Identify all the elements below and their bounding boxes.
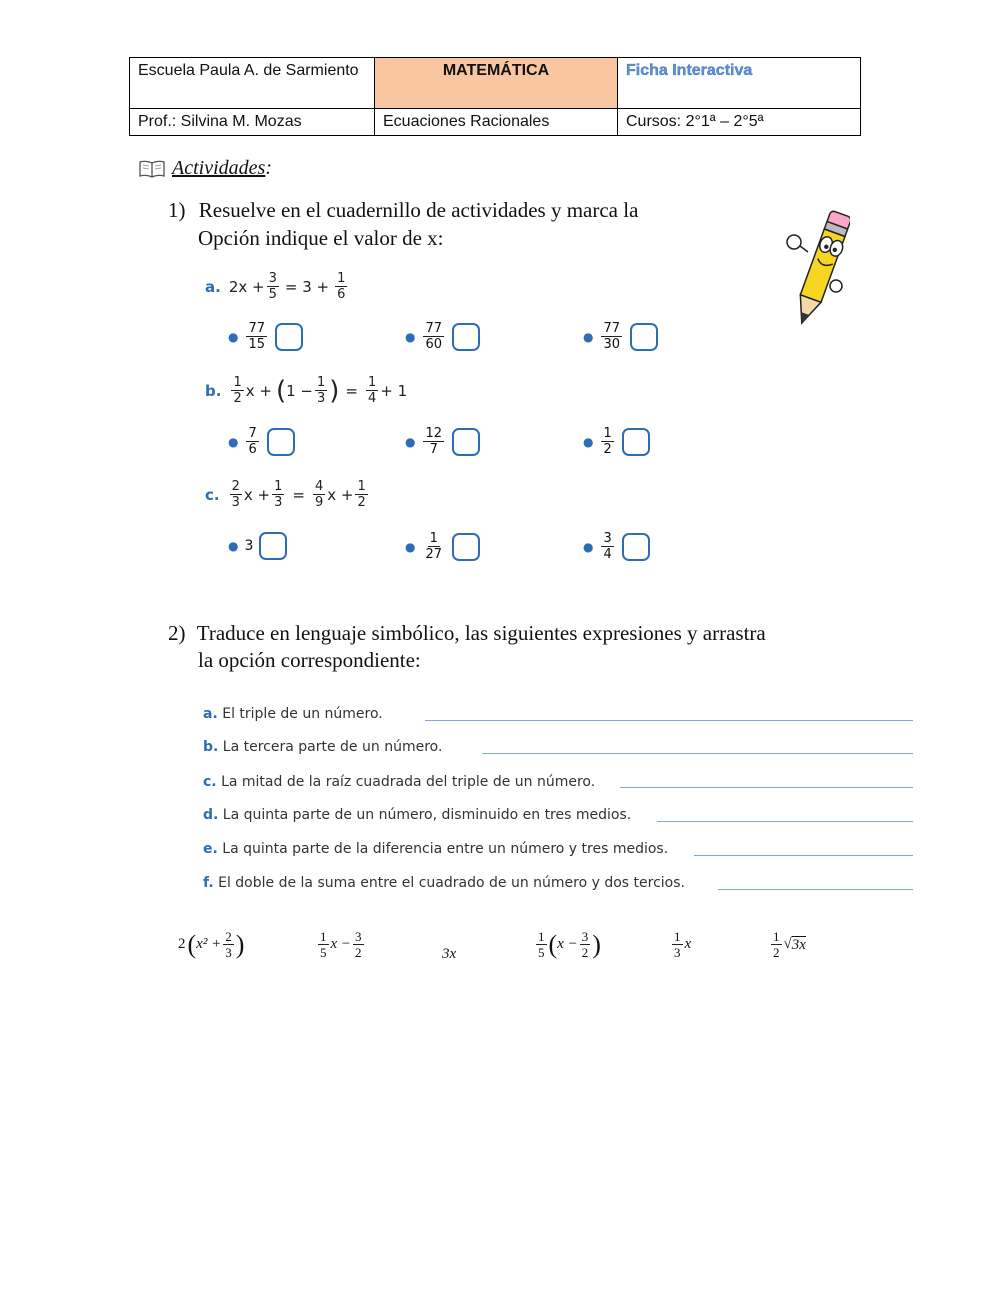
answer-checkbox[interactable] xyxy=(452,533,480,561)
sqrt-icon: √ xyxy=(783,936,792,952)
option-value: 3 xyxy=(244,538,254,554)
drop-zone-f[interactable] xyxy=(718,889,913,890)
item-text: La quinta parte de la diferencia entre un número y tres medios. xyxy=(222,841,669,857)
answer-checkbox[interactable] xyxy=(622,428,650,456)
q1-a-option-3 xyxy=(583,322,658,351)
item-label: b. xyxy=(203,739,219,755)
answer-checkbox[interactable] xyxy=(452,323,480,351)
q1-c-option-3 xyxy=(583,532,650,561)
eq-term: x + xyxy=(243,485,271,504)
q1-a-option-2 xyxy=(405,322,480,351)
q2-line2: la opción correspondiente: xyxy=(198,648,421,672)
bullet-icon: ● xyxy=(405,539,416,554)
activities-colon: : xyxy=(265,157,272,179)
denominator: 3 xyxy=(674,945,681,960)
q1-c-option-2 xyxy=(405,532,480,561)
numerator: 12 xyxy=(425,426,443,441)
denominator: 60 xyxy=(425,337,443,352)
ficha-title: Ficha Interactiva xyxy=(626,62,753,79)
q1-a-option-1 xyxy=(228,322,303,351)
denominator: 5 xyxy=(268,287,277,302)
denominator: 3 xyxy=(316,391,326,406)
numerator: 1 xyxy=(603,426,612,441)
teacher-name: Prof.: Silvina M. Mozas xyxy=(130,109,375,136)
eq-fraction xyxy=(335,272,347,301)
denominator: 2 xyxy=(233,391,242,406)
eq-paren: ( xyxy=(275,375,287,406)
denominator: 7 xyxy=(429,442,438,457)
topic-name: Ecuaciones Racionales xyxy=(375,109,618,136)
item-label: c. xyxy=(203,774,217,790)
numerator: 1 xyxy=(773,929,780,944)
eq-term: x + xyxy=(245,381,272,400)
eq-fraction xyxy=(230,480,242,509)
drop-zone-e[interactable] xyxy=(694,855,913,856)
numerator: 2 xyxy=(231,479,240,494)
denominator: 5 xyxy=(320,945,327,960)
q2-item-e xyxy=(203,841,668,857)
item-text: La mitad de la raíz cuadrada del triple de un número. xyxy=(221,774,596,790)
numerator: 2 xyxy=(225,929,232,944)
eq-paren: ) xyxy=(329,375,340,406)
eq-fraction xyxy=(355,480,367,509)
chip-fifth-difference[interactable] xyxy=(534,930,601,959)
bullet-icon: ● xyxy=(583,434,594,449)
denominator: 4 xyxy=(368,391,377,406)
answer-checkbox[interactable] xyxy=(275,323,303,351)
bullet-icon: ● xyxy=(228,434,239,449)
eq-term: x + xyxy=(327,485,354,504)
q1-prompt xyxy=(168,196,638,252)
eq-term: = xyxy=(292,485,305,504)
q2-prompt xyxy=(168,620,766,674)
chip-term: x² + xyxy=(196,936,222,952)
numerator: 1 xyxy=(357,479,366,494)
denominator: 3 xyxy=(225,945,232,960)
eq-term: = 3 + xyxy=(284,277,330,296)
school-name: Escuela Paula A. de Sarmiento xyxy=(130,58,375,109)
chip-triple[interactable] xyxy=(442,946,456,963)
item-label: b. xyxy=(205,381,222,400)
pencil-mascot-icon xyxy=(780,200,850,336)
item-label: a. xyxy=(203,706,218,722)
numerator: 7 xyxy=(248,426,257,441)
item-text: El triple de un número. xyxy=(222,706,383,722)
chip-fifth-minus[interactable] xyxy=(316,930,366,959)
numerator: 1 xyxy=(538,929,545,944)
chip-paren: ) xyxy=(235,929,245,959)
chip-term: 3x xyxy=(442,946,457,962)
q1-line2: Opción indique el valor de x: xyxy=(198,226,444,250)
numerator: 77 xyxy=(603,321,621,336)
q2-line1: Traduce en lenguaje simbólico, las siguientes expresiones y arrastra xyxy=(196,621,766,645)
q1-b-equation xyxy=(205,376,407,405)
denominator: 5 xyxy=(538,945,545,960)
chip-term: x xyxy=(684,936,692,952)
eq-term: + 1 xyxy=(380,381,408,400)
denominator: 30 xyxy=(603,337,621,352)
q2-item-b xyxy=(203,739,442,755)
item-label: d. xyxy=(203,807,219,823)
chip-term: x − xyxy=(557,936,578,952)
eq-fraction xyxy=(366,376,378,405)
bullet-icon: ● xyxy=(583,539,594,554)
numerator: 1 xyxy=(233,375,242,390)
item-label: a. xyxy=(205,277,221,296)
denominator: 2 xyxy=(581,945,589,960)
numerator: 1 xyxy=(274,479,283,494)
numerator: 1 xyxy=(674,929,681,944)
numerator: 3 xyxy=(355,929,362,944)
eq-fraction xyxy=(315,376,327,405)
item-label: f. xyxy=(203,875,214,891)
denominator: 2 xyxy=(357,495,366,510)
denominator: 3 xyxy=(231,495,240,510)
denominator: 2 xyxy=(773,945,780,960)
bullet-icon: ● xyxy=(228,329,239,344)
drop-zone-d[interactable] xyxy=(657,821,913,822)
q1-b-option-3 xyxy=(583,427,650,456)
bullet-icon: ● xyxy=(405,434,416,449)
q2-item-f xyxy=(203,875,685,891)
drop-zone-c[interactable] xyxy=(620,787,913,788)
q1-b-option-1 xyxy=(228,427,295,456)
eq-fraction xyxy=(313,480,325,509)
q2-item-c xyxy=(203,774,595,790)
denominator: 6 xyxy=(337,287,346,302)
q2-item-d xyxy=(203,807,631,823)
q1-c-equation xyxy=(205,480,370,509)
q2-number: 2) xyxy=(168,621,186,645)
answer-checkbox[interactable] xyxy=(630,323,658,351)
chip-paren: ( xyxy=(187,929,197,959)
numerator: 1 xyxy=(320,929,327,944)
item-label: c. xyxy=(205,485,220,504)
q2-item-a xyxy=(203,706,383,722)
activities-heading xyxy=(139,157,272,180)
q1-line1: Resuelve en el cuadernillo de actividades y marca la xyxy=(198,198,639,222)
numerator: 77 xyxy=(425,321,443,336)
denominator: 9 xyxy=(314,495,324,510)
header-table xyxy=(129,57,861,136)
chip-term: x − xyxy=(330,936,352,952)
item-text: La tercera parte de un número. xyxy=(222,739,443,755)
denominator: 15 xyxy=(248,337,266,352)
answer-checkbox[interactable] xyxy=(452,428,480,456)
numerator: 1 xyxy=(316,375,326,390)
bullet-icon: ● xyxy=(405,329,416,344)
drop-zone-a[interactable] xyxy=(425,720,913,721)
eq-fraction xyxy=(272,480,284,509)
bullet-icon: ● xyxy=(228,539,239,553)
answer-checkbox[interactable] xyxy=(622,533,650,561)
item-text: El doble de la suma entre el cuadrado de un número y dos tercios. xyxy=(218,875,685,891)
activities-title: Actividades xyxy=(172,157,266,179)
q1-a-equation xyxy=(205,272,349,301)
eq-term: 1 − xyxy=(286,381,313,400)
denominator: 27 xyxy=(425,547,443,562)
q1-c-option-1 xyxy=(228,532,287,560)
numerator: 3 xyxy=(268,271,277,286)
numerator: 77 xyxy=(248,321,266,336)
chip-half-root[interactable] xyxy=(769,930,806,959)
numerator: 4 xyxy=(314,479,324,494)
answer-checkbox[interactable] xyxy=(267,428,295,456)
chip-term: 3x xyxy=(791,936,806,953)
answer-checkbox[interactable] xyxy=(259,532,287,560)
item-label: e. xyxy=(203,841,218,857)
item-text: La quinta parte de un número, disminuido en tres medios. xyxy=(222,807,632,823)
subject-title: MATEMÁTICA xyxy=(375,58,618,109)
chip-term: 2 xyxy=(178,936,186,952)
eq-fraction xyxy=(231,376,243,405)
denominator: 3 xyxy=(274,495,283,510)
numerator: 1 xyxy=(368,375,377,390)
eq-term: = xyxy=(345,381,358,400)
bullet-icon: ● xyxy=(583,329,594,344)
chip-third[interactable] xyxy=(670,930,691,959)
chip-double-sum[interactable] xyxy=(178,930,244,959)
numerator: 1 xyxy=(429,531,438,546)
chip-paren: ) xyxy=(592,929,601,959)
denominator: 2 xyxy=(355,945,362,960)
numerator: 3 xyxy=(603,531,612,546)
denominator: 2 xyxy=(603,442,612,457)
courses-label: Cursos: 2°1ª – 2°5ª xyxy=(618,109,861,136)
numerator: 3 xyxy=(581,929,589,944)
q1-b-option-2 xyxy=(405,427,480,456)
numerator: 1 xyxy=(337,271,346,286)
chip-paren: ( xyxy=(548,929,558,959)
eq-fraction xyxy=(267,272,279,301)
book-icon xyxy=(139,160,165,178)
denominator: 6 xyxy=(248,442,257,457)
eq-term: 2x + xyxy=(228,277,265,296)
denominator: 4 xyxy=(603,547,612,562)
q1-number: 1) xyxy=(168,198,186,222)
drop-zone-b[interactable] xyxy=(482,753,913,754)
